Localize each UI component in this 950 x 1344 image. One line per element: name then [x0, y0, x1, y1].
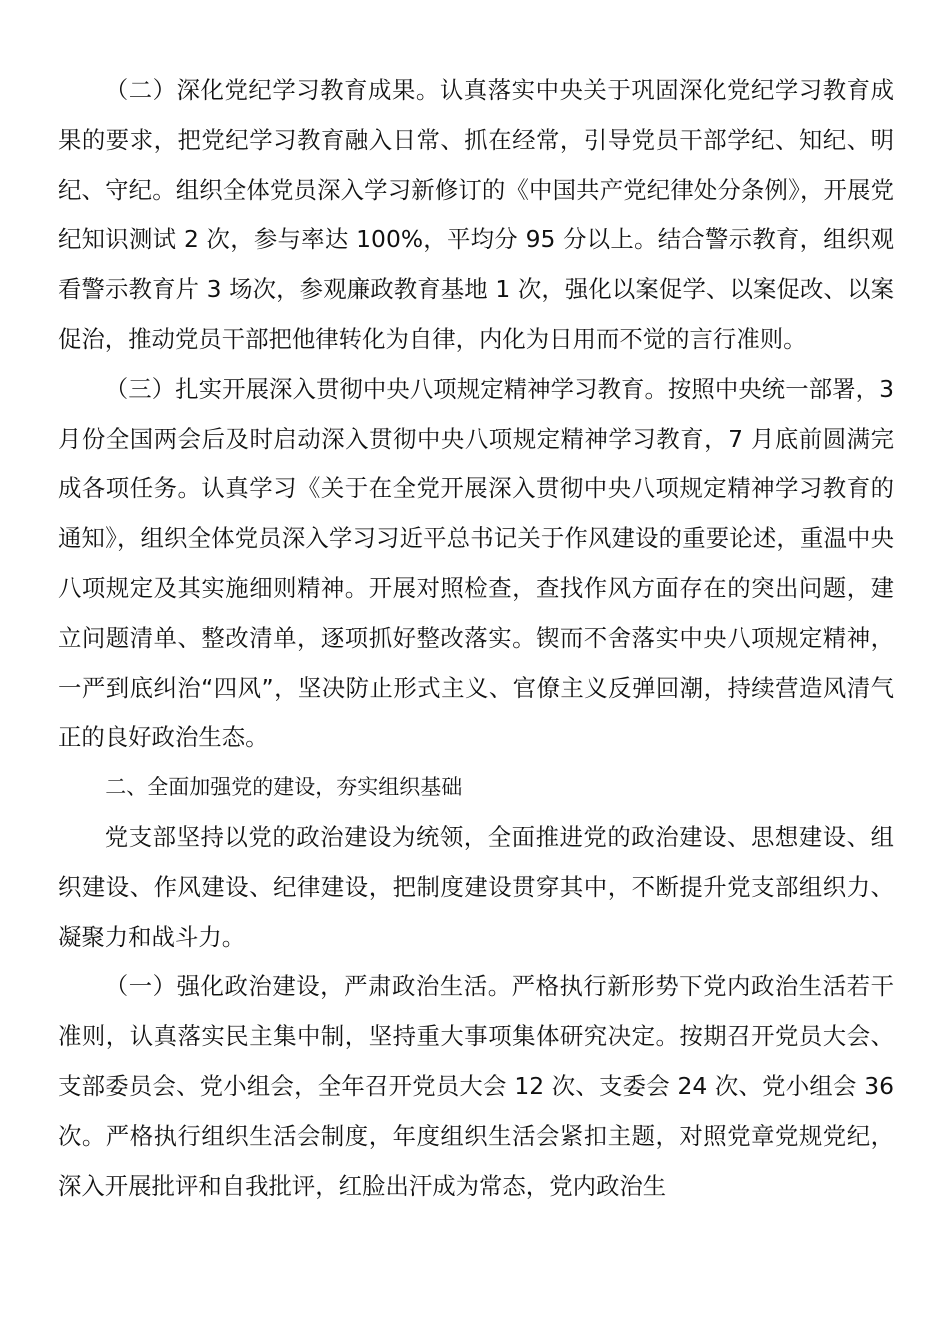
section-heading-party-building: 二、全面加强党的建设，夯实组织基础: [105, 775, 463, 800]
paragraph-deepen-discipline-education: （二）深化党纪学习教育成果。认真落实中央关于巩固深化党纪学习教育成果的要求，把党纪学习教育融入日常、抓在经常，引导党员干部学纪、知纪、明纪、守纪。组织全体党员深入学习新修订的《中国共产党纪律处分条例》，开展党纪知识测试 2 次，参与率达 100%，平均分 95 分以上。结合警示教育，组织观看警示教育片 3 场次，参观廉政教育基地 1 次，强化以案促学、以案促改、以案促治，推动党员干部把他律转化为自律，内化为日用而不觉的言行准则。: [58, 76, 894, 353]
paragraph-party-building-intro: 党支部坚持以党的政治建设为统领，全面推进党的政治建设、思想建设、组织建设、作风建设、纪律建设，把制度建设贯穿其中，不断提升党支部组织力、凝聚力和战斗力。: [58, 822, 894, 951]
document-page: [58, 66, 894, 1211]
paragraph-eight-point-regulations: （三）扎实开展深入贯彻中央八项规定精神学习教育。按照中央统一部署，3 月份全国两会后及时启动深入贯彻中央八项规定精神学习教育，7 月底前圆满完成各项任务。认真学习《关于在全党开展深入贯彻中央八项规定精神学习教育的通知》，组织全体党员深入学习习近平总书记关于作风建设的重要论述，重温中央八项规定及其实施细则精神。开展对照检查，查找作风方面存在的突出问题，建立问题清单、整改清单，逐项抓好整改落实。锲而不舍落实中央八项规定精神，一严到底纠治“四风”，坚决防止形式主义、官僚主义反弹回潮，持续营造风清气正的良好政治生态。: [58, 374, 894, 752]
paragraph-political-building: （一）强化政治建设，严肃政治生活。严格执行新形势下党内政治生活若干准则，认真落实民主集中制，坚持重大事项集体研究决定。按期召开党员大会、支部委员会、党小组会，全年召开党员大会 12 次、支委会 24 次、党小组会 36 次。严格执行组织生活会制度，年度组织生活会紧扣主题，对照党章党规党纪，深入开展批评和自我批评，红脸出汗成为常态，党内政治生: [58, 972, 894, 1200]
